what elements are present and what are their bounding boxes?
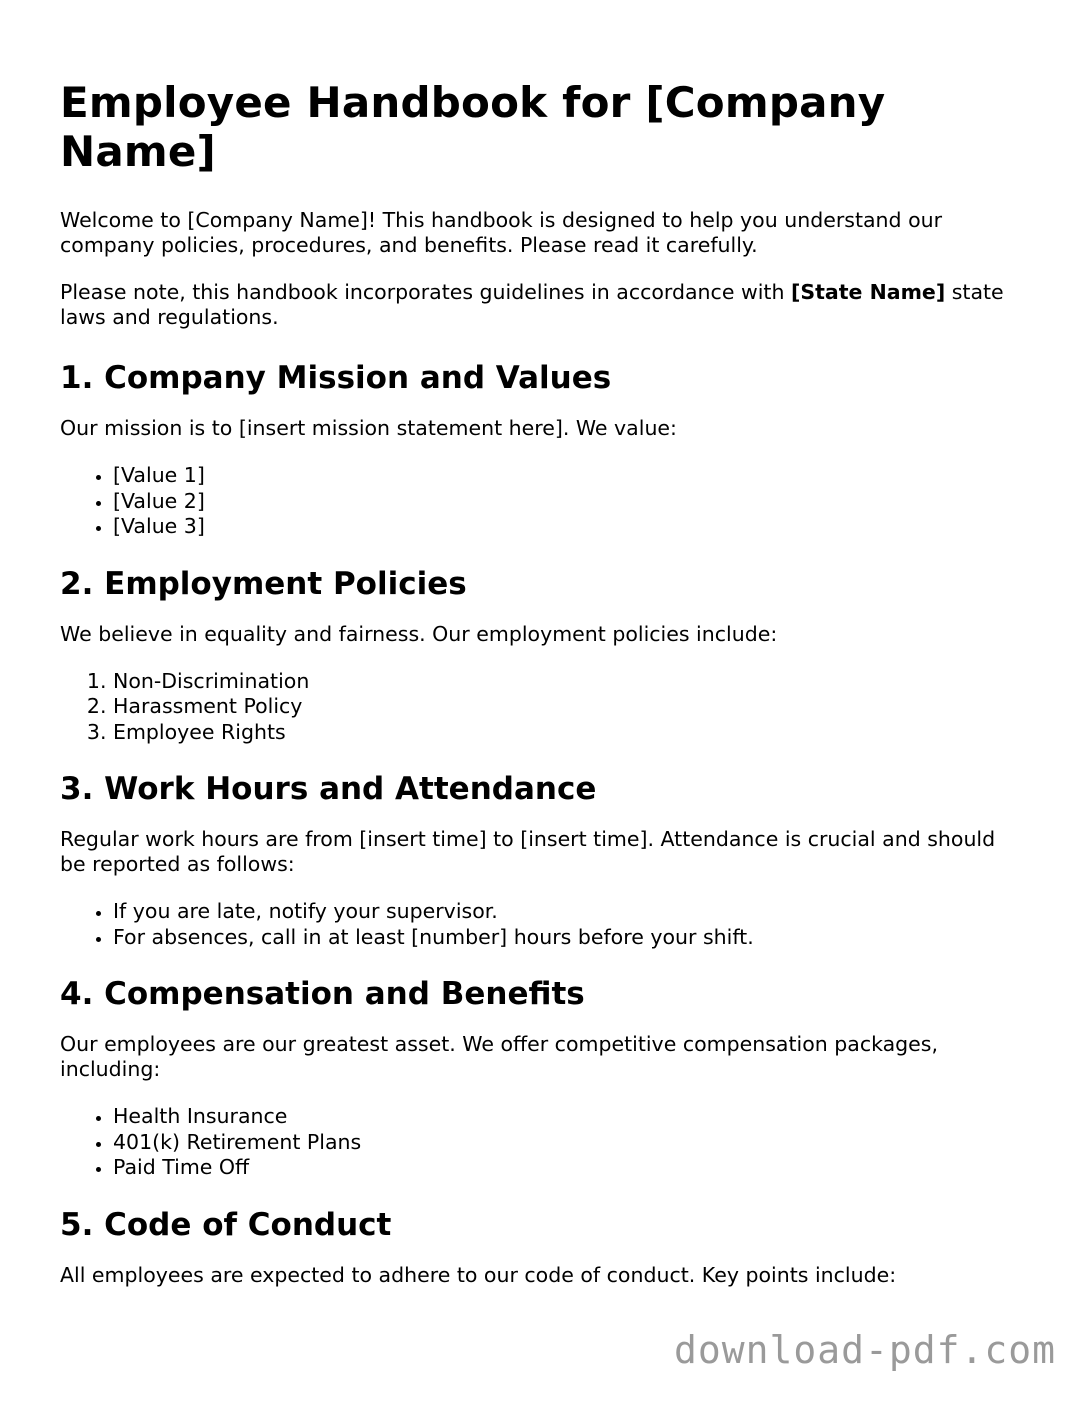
section-heading-work-hours: 3. Work Hours and Attendance: [60, 771, 597, 807]
list-item: • [Value 2]: [113, 489, 1010, 515]
list-item: • [Value 3]: [113, 514, 1010, 540]
section-text-work-hours: Regular work hours are from [insert time] to [insert time]. Attendance is crucial and should be reported as follows:: [60, 827, 996, 876]
list-item: • [Value 1]: [113, 463, 1010, 489]
list-item: • Paid Time Off: [113, 1155, 1010, 1181]
attendance-list: [60, 899, 1010, 950]
list-item: 1. Non-Discrimination: [113, 669, 1010, 695]
list-item: • For absences, call in at least [number] hours before your shift.: [113, 925, 1010, 951]
section-heading-compensation: 4. Compensation and Benefits: [60, 976, 585, 1012]
state-law-text-before: Please note, this handbook incorporates guidelines in accordance with: [60, 280, 791, 304]
benefits-list: [60, 1104, 1010, 1181]
section-text-code-of-conduct: All employees are expected to adhere to our code of conduct. Key points include:: [60, 1262, 897, 1287]
section-heading-employment-policies: 2. Employment Policies: [60, 565, 467, 602]
employment-policies-list: [60, 669, 1010, 746]
list-item: • If you are late, notify your supervisor.: [113, 899, 1010, 925]
section-text-compensation: Our employees are our greatest asset. We offer competitive compensation packages, including:: [60, 1032, 938, 1081]
intro-paragraph: Welcome to [Company Name]! This handbook is designed to help you understand our company policies, procedures, and benefits. Please read it carefully.: [60, 208, 943, 257]
section-heading-mission: 1. Company Mission and Values: [60, 360, 612, 396]
list-item: • 401(k) Retirement Plans: [113, 1130, 1010, 1156]
document-page: [60, 0, 1010, 1288]
values-list: [60, 463, 1010, 540]
state-law-text-after: state laws and regulations.: [60, 280, 1004, 329]
state-law-paragraph: [60, 280, 1010, 330]
list-item: • Health Insurance: [113, 1104, 1010, 1130]
section-text-employment-policies: We believe in equality and fairness. Our employment policies include:: [60, 621, 778, 646]
watermark: download-pdf.com: [673, 1328, 1056, 1372]
state-name-placeholder: [State Name]: [790, 280, 946, 304]
list-item: 3. Employee Rights: [113, 720, 1010, 746]
page-title: Employee Handbook for [Company Name]: [60, 78, 886, 176]
section-text-mission: Our mission is to [insert mission statement here]. We value:: [60, 416, 677, 440]
section-heading-code-of-conduct: 5. Code of Conduct: [60, 1206, 392, 1243]
list-item: 2. Harassment Policy: [113, 694, 1010, 720]
